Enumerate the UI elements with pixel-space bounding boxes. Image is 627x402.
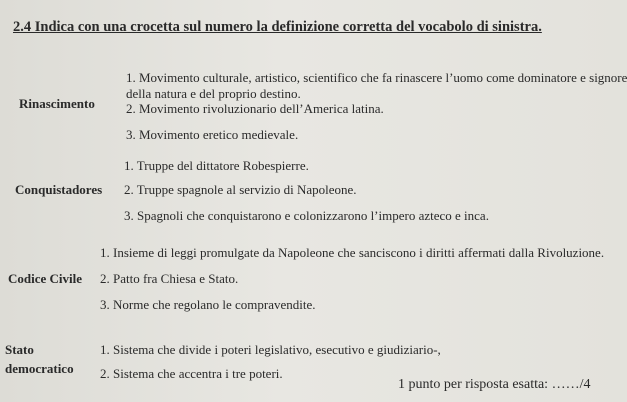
conquistadores-option-1[interactable]: 1. Truppe del dittatore Robespierre. — [124, 158, 309, 173]
rinascimento-option-1[interactable]: 1. Movimento culturale, artistico, scientifico che fa rinascere l’uomo come dominatore e signore — [126, 70, 627, 85]
codice-civile-option-3[interactable]: 3. Norme che regolano le compravendite. — [100, 297, 316, 312]
rinascimento-option-1-continuation: della natura e del proprio destino. — [126, 86, 301, 101]
term-rinascimento: Rinascimento — [19, 96, 95, 111]
score-line: 1 punto per risposta esatta: ……/4 — [398, 377, 591, 392]
exercise-title: 2.4 Indica con una crocetta sul numero la definizione corretta del vocabolo di sinistra. — [13, 19, 542, 35]
term-codice-civile: Codice Civile — [8, 271, 83, 286]
term-stato-line1: Stato — [5, 342, 34, 357]
rinascimento-option-2[interactable]: 2. Movimento rivoluzionario dell’America latina. — [126, 101, 384, 116]
codice-civile-option-2[interactable]: 2. Patto fra Chiesa e Stato. — [100, 271, 239, 286]
conquistadores-option-2[interactable]: 2. Truppe spagnole al servizio di Napoleone. — [124, 182, 357, 197]
rinascimento-option-3[interactable]: 3. Movimento eretico medievale. — [126, 127, 299, 142]
term-conquistadores: Conquistadores — [15, 182, 103, 197]
term-stato-line2: democratico — [5, 361, 74, 376]
codice-civile-option-1[interactable]: 1. Insieme di leggi promulgate da Napoleone che sanciscono i diritti affermati dalla Rivoluzione. — [100, 245, 605, 260]
conquistadores-option-3[interactable]: 3. Spagnoli che conquistarono e colonizzarono l’impero azteco e inca. — [124, 208, 489, 223]
stato-democratico-option-2[interactable]: 2. Sistema che accentra i tre poteri. — [100, 366, 283, 381]
stato-democratico-option-1[interactable]: 1. Sistema che divide i poteri legislativo, esecutivo e giudiziario-, — [100, 342, 441, 357]
